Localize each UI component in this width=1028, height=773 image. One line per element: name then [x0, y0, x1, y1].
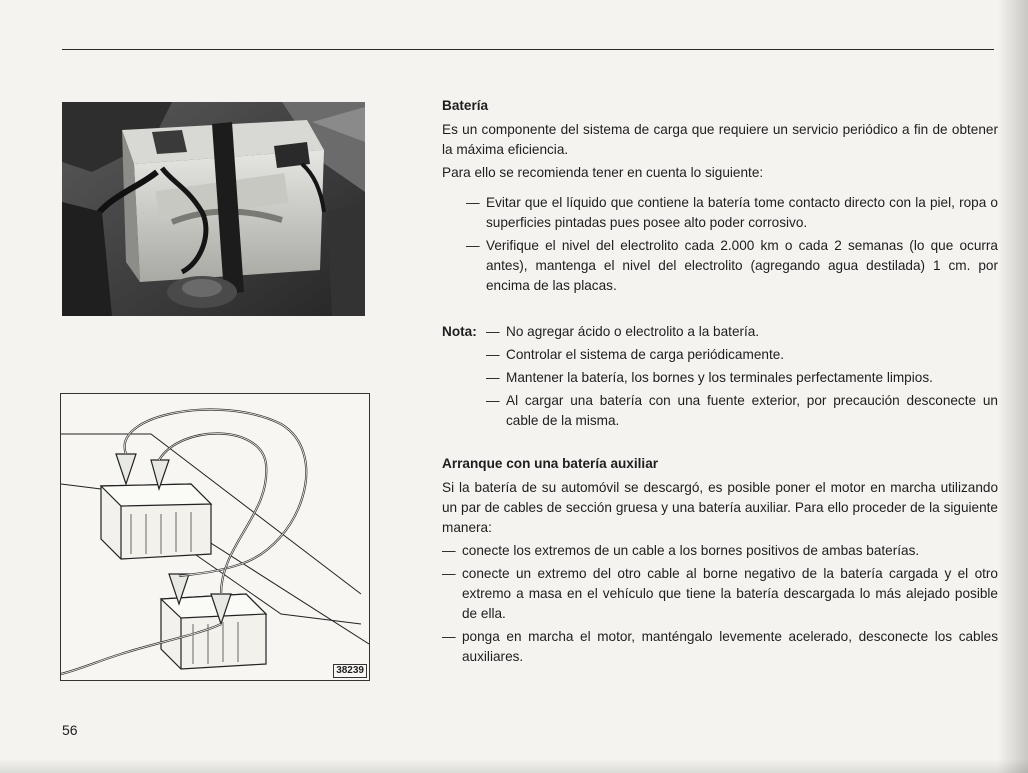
- list-item: — Mantener la batería, los bornes y los terminales perfectamente limpios.: [486, 368, 998, 388]
- jump-start-steps: [442, 541, 998, 667]
- jump-start-diagram: [60, 393, 370, 681]
- top-rule: [62, 49, 994, 50]
- diagram-number: 38239: [333, 664, 367, 678]
- note-label: Nota:: [442, 324, 477, 339]
- list-item: — Controlar el sistema de carga periódicamente.: [486, 345, 998, 365]
- battery-photo-illustration: [62, 102, 365, 316]
- page-edge-shadow: [998, 0, 1028, 773]
- battery-recommendation: Para ello se recomienda tener en cuenta lo siguiente:: [442, 165, 764, 180]
- jump-start-section: [442, 454, 998, 667]
- battery-heading: Batería: [442, 98, 489, 113]
- page-bottom-shadow: [0, 759, 1028, 773]
- battery-photo: [62, 102, 365, 316]
- battery-recommendation-list: [442, 193, 998, 296]
- list-item: — No agregar ácido o electrolito a la batería.: [486, 322, 998, 342]
- list-item: — Evitar que el líquido que contiene la batería tome contacto directo con la piel, ropa o superficies pintadas pues posee alto poder corrosivo.: [466, 193, 998, 233]
- list-item: — Al cargar una batería con una fuente exterior, por precaución desconecte un cable de la misma.: [486, 391, 998, 431]
- text-column: [442, 96, 998, 670]
- battery-intro: Es un componente del sistema de carga que requiere un servicio periódico a fin de obtener la máxima eficiencia.: [442, 122, 998, 157]
- jump-start-illustration: [61, 394, 369, 680]
- list-item: — Verifique el nivel del electrolito cada 2.000 km o cada 2 semanas (lo que ocurra antes), mantenga el nivel del electrolito (agregando agua destilada) 1 cm. por encima de las placas.: [466, 236, 998, 296]
- list-item: — conecte los extremos de un cable a los bornes positivos de ambas baterías.: [442, 541, 998, 561]
- page-number: 56: [62, 722, 78, 738]
- jump-start-intro: Si la batería de su automóvil se descargó, es posible poner el motor en marcha utilizando un par de cables de sección gruesa y una batería auxiliar. Para ello proceder de la siguiente manera:: [442, 480, 998, 535]
- note-list: [486, 322, 998, 434]
- note-block: [442, 322, 998, 434]
- list-item: — ponga en marcha el motor, manténgalo levemente acelerado, desconecte los cables auxiliares.: [442, 627, 998, 667]
- jump-start-heading: Arranque con una batería auxiliar: [442, 456, 659, 471]
- list-item: — conecte un extremo del otro cable al borne negativo de la batería cargada y el otro extremo a masa en el vehículo que tiene la batería descargada lo más alejado posible de ella.: [442, 564, 998, 624]
